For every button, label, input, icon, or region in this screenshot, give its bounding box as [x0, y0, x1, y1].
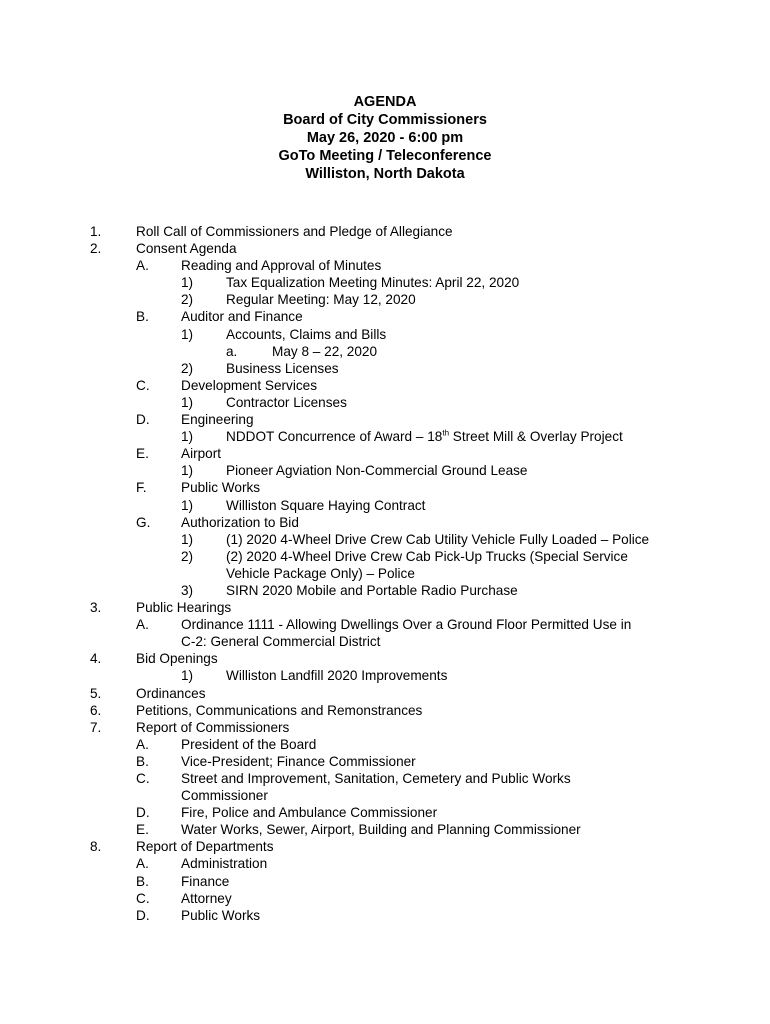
subitem-text: Authorization to Bid — [181, 514, 299, 530]
agenda-continuation — [0, 565, 770, 582]
subitem-text: Street and Improvement, Sanitation, Cemetery and Public Works — [181, 771, 571, 786]
item-number: 7. — [90, 719, 102, 735]
agenda-detail — [0, 343, 770, 360]
subsubitem-number: 1) — [181, 429, 194, 445]
subitem-letter: B. — [136, 309, 149, 325]
item-text: Consent Agenda — [136, 241, 237, 257]
agenda-item — [0, 599, 770, 616]
agenda-subitem — [0, 821, 770, 838]
agenda-subsubitem — [0, 667, 770, 684]
subitem-letter: D. — [136, 805, 150, 821]
agenda-subitem — [0, 907, 770, 924]
subitem-text: President of the Board — [181, 736, 317, 752]
subsubitem-text: Business Licenses — [226, 360, 339, 376]
meeting-date: May 26, 2020 - 6:00 pm — [306, 130, 464, 146]
item-text: Roll Call of Commissioners and Pledge of Allegiance — [136, 224, 453, 239]
board-name: Board of City Commissioners — [283, 112, 487, 128]
agenda-subitem — [0, 377, 770, 394]
subitem-text: Public Works — [181, 907, 261, 923]
agenda-subsubitem — [0, 274, 770, 291]
text-part: NDDOT Concurrence of Award – 18 — [226, 429, 443, 445]
detail-text: May 8 – 22, 2020 — [272, 343, 378, 359]
agenda-item — [0, 702, 770, 719]
agenda-subsubitem — [0, 360, 770, 377]
subitem-letter: E. — [136, 822, 149, 838]
item-number: 2. — [90, 241, 102, 257]
agenda-subitem — [0, 308, 770, 325]
agenda-item — [0, 685, 770, 702]
subitem-letter: C. — [136, 890, 150, 906]
subitem-text: Finance — [181, 873, 230, 889]
subsubitem-text: Tax Equalization Meeting Minutes: April 22, 2020 — [226, 275, 520, 291]
agenda-subsubitem — [0, 497, 770, 514]
ordinal-suffix: th — [442, 428, 450, 438]
meeting-venue: GoTo Meeting / Teleconference — [278, 148, 492, 164]
subsubitem-number: 2) — [181, 292, 194, 308]
subsubitem-number: 1) — [181, 394, 194, 410]
subsubitem-text: Contractor Licenses — [226, 394, 347, 410]
item-text: Ordinances — [136, 685, 206, 701]
agenda-title: AGENDA — [353, 94, 417, 110]
agenda-subitem — [0, 804, 770, 821]
subitem-text: Engineering — [181, 412, 254, 428]
agenda-header — [0, 93, 770, 183]
agenda-subsubitem — [0, 326, 770, 343]
agenda-subsubitem — [0, 428, 770, 445]
subitem-text-continued: Commissioner — [181, 788, 268, 804]
subsubitem-number: 1) — [181, 326, 194, 342]
subsubitem-text-continued: Vehicle Package Only) – Police — [226, 565, 415, 581]
agenda-subitem — [0, 873, 770, 890]
agenda-subitem — [0, 616, 770, 633]
subsubitem-text: Williston Square Haying Contract — [226, 497, 426, 513]
subsubitem-text: Regular Meeting: May 12, 2020 — [226, 292, 416, 308]
subsubitem-text: (1) 2020 4-Wheel Drive Crew Cab Utility Vehicle Fully Loaded – Police — [226, 531, 650, 547]
subitem-letter: E. — [136, 446, 149, 462]
text-part: Street Mill & Overlay Project — [449, 429, 623, 445]
subsubitem-number: 1) — [181, 497, 194, 513]
agenda-list — [0, 223, 770, 924]
subsubitem-text: Williston Landfill 2020 Improvements — [226, 668, 448, 684]
item-number: 5. — [90, 685, 102, 701]
subitem-text: Ordinance 1111 - Allowing Dwellings Over a Ground Floor Permitted Use in — [181, 617, 632, 633]
item-number: 1. — [90, 224, 102, 239]
item-number: 4. — [90, 651, 102, 667]
agenda-subsubitem — [0, 582, 770, 599]
subitem-letter: A. — [136, 258, 149, 274]
subitem-letter: B. — [136, 873, 149, 889]
subsubitem-text: Pioneer Agviation Non-Commercial Ground Lease — [226, 463, 528, 479]
agenda-item — [0, 838, 770, 855]
subsubitem-number: 2) — [181, 360, 194, 376]
subsubitem-number: 1) — [181, 275, 194, 291]
agenda-subsubitem — [0, 548, 770, 565]
agenda-continuation — [0, 633, 770, 650]
subitem-text: Airport — [181, 446, 222, 462]
agenda-subitem — [0, 257, 770, 274]
agenda-subsubitem — [0, 531, 770, 548]
subitem-text: Public Works — [181, 480, 261, 496]
subsubitem-text: SIRN 2020 Mobile and Portable Radio Purchase — [226, 582, 518, 598]
subitem-text: Fire, Police and Ambulance Commissioner — [181, 805, 438, 821]
agenda-item — [0, 240, 770, 257]
agenda-subitem — [0, 736, 770, 753]
item-number: 3. — [90, 600, 102, 616]
subsubitem-number: 1) — [181, 668, 194, 684]
meeting-location: Williston, North Dakota — [305, 166, 465, 182]
subitem-text: Attorney — [181, 890, 232, 906]
agenda-subsubitem — [0, 291, 770, 308]
agenda-subitem — [0, 855, 770, 872]
agenda-subitem — [0, 753, 770, 770]
subitem-text: Administration — [181, 856, 268, 872]
subsubitem-number: 1) — [181, 531, 194, 547]
agenda-subsubitem — [0, 394, 770, 411]
item-number: 8. — [90, 839, 102, 855]
agenda-subitem — [0, 411, 770, 428]
agenda-subsubitem — [0, 462, 770, 479]
subitem-letter: B. — [136, 753, 149, 769]
agenda-subitem — [0, 479, 770, 496]
subsubitem-number: 3) — [181, 582, 194, 598]
subitem-letter: F. — [136, 480, 147, 496]
item-text: Public Hearings — [136, 600, 232, 616]
subitem-letter: A. — [136, 856, 149, 872]
subitem-text: Water Works, Sewer, Airport, Building and Planning Commissioner — [181, 822, 581, 838]
subitem-letter: D. — [136, 907, 150, 923]
agenda-continuation — [0, 787, 770, 804]
subitem-letter: A. — [136, 736, 149, 752]
agenda-subitem — [0, 890, 770, 907]
subitem-text: Vice-President; Finance Commissioner — [181, 753, 416, 769]
agenda-subitem — [0, 445, 770, 462]
item-number: 6. — [90, 702, 102, 718]
subitem-letter: D. — [136, 412, 150, 428]
subsubitem-number: 1) — [181, 463, 194, 479]
agenda-item — [0, 223, 770, 240]
subitem-text: Reading and Approval of Minutes — [181, 258, 382, 274]
subitem-letter: C. — [136, 377, 150, 393]
agenda-item — [0, 719, 770, 736]
subitem-letter: A. — [136, 617, 149, 633]
agenda-subitem — [0, 514, 770, 531]
subitem-text: Development Services — [181, 377, 317, 393]
agenda-item — [0, 650, 770, 667]
item-text: Petitions, Communications and Remonstrances — [136, 702, 423, 718]
subsubitem-text: Accounts, Claims and Bills — [226, 326, 387, 342]
subitem-text-continued: C-2: General Commercial District — [181, 634, 381, 650]
subsubitem-number: 2) — [181, 548, 194, 564]
subitem-text: Auditor and Finance — [181, 309, 303, 325]
item-text: Bid Openings — [136, 651, 218, 667]
item-text: Report of Commissioners — [136, 719, 290, 735]
agenda-subitem — [0, 770, 770, 787]
subitem-letter: G. — [136, 514, 151, 530]
subitem-letter: C. — [136, 771, 150, 786]
subsubitem-text — [226, 428, 623, 445]
subsubitem-text: (2) 2020 4-Wheel Drive Crew Cab Pick-Up Trucks (Special Service — [226, 548, 628, 564]
item-text: Report of Departments — [136, 839, 274, 855]
detail-letter: a. — [226, 343, 238, 359]
